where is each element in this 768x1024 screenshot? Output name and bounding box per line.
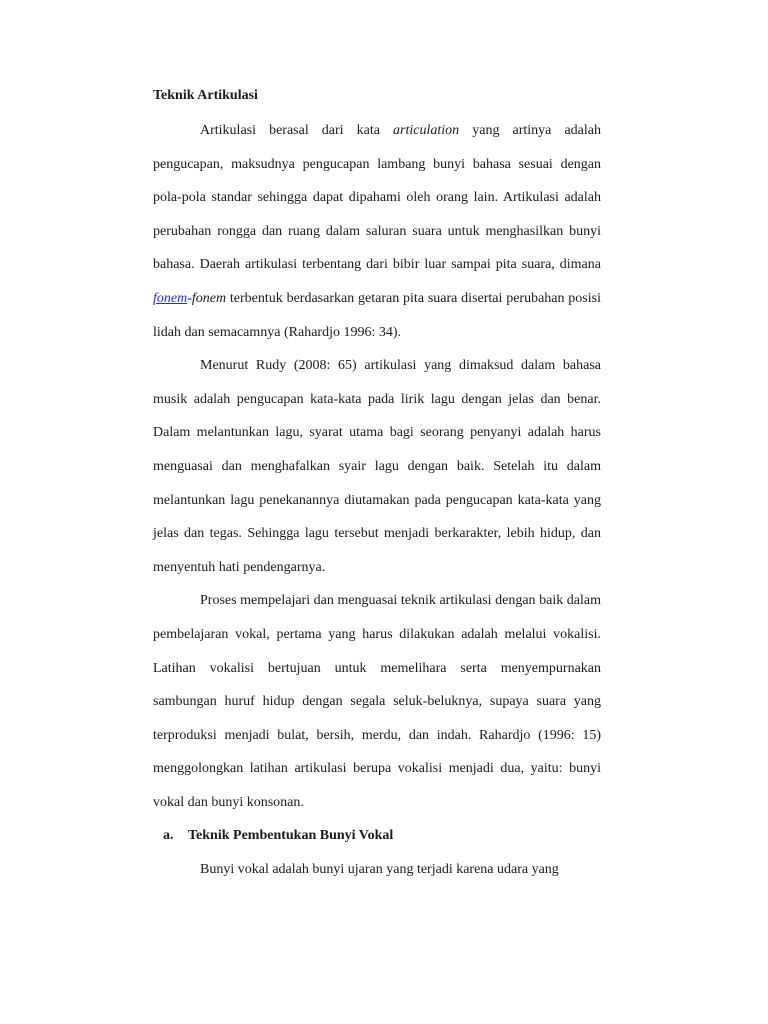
paragraph-bunyi-vokal: Bunyi vokal adalah bunyi ujaran yang terjadi karena udara yang xyxy=(200,862,559,878)
paragraph-artikulasi xyxy=(153,114,601,349)
document-body xyxy=(153,114,601,887)
paragraph-proses: Proses mempelajari dan menguasai teknik artikulasi dengan baik dalam pembelajaran vokal, pertama yang harus dilakukan adalah melalui vokalisi. Latihan vokalisi bertujuan untuk memelihara serta menyempurnakan sambungan huruf hidup dengan segala seluk-beluknya, supaya suara yang terproduksi menjadi bulat, bersih, merdu, dan indah. Rahardjo (1996: 15) menggolongkan latihan artikulasi berupa vokalisi menjadi dua, yaitu: bunyi vokal dan bunyi konsonan. xyxy=(153,593,601,810)
subheading-letter: a. xyxy=(163,828,174,844)
paragraph-text: Artikulasi berasal dari kata xyxy=(200,123,394,138)
paragraph-text: terbentuk berdasarkan getaran pita suara disertai perubahan posisi lidah dan semacamnya (Rahardjo 1996: 34). xyxy=(153,290,601,340)
section-heading: Teknik Artikulasi xyxy=(153,88,258,103)
fonem-link[interactable]: fonem xyxy=(153,290,188,306)
subheading-title: Teknik Pembentukan Bunyi Vokal xyxy=(188,828,394,844)
paragraph-text: yang artinya adalah pengucapan, maksudnya pengucapan lambang bunyi bahasa sesuai dengan pola-pola standar sehingga dapat dipahami oleh orang lain. Artikulasi adalah perubahan rongga dan ruang dalam saluran suara untuk menghasilkan bunyi bahasa. Daerah artikulasi terbentang dari bibir luar sampai pita suara, dimana xyxy=(153,123,601,273)
hyphen: - xyxy=(187,290,192,306)
subheading-bunyi-vokal xyxy=(153,819,601,853)
italic-term-articulation: articulation xyxy=(393,123,460,138)
paragraph-rudy: Menurut Rudy (2008: 65) artikulasi yang dimaksud dalam bahasa musik adalah pengucapan kata-kata pada lirik lagu dengan jelas dan benar. Dalam melantunkan lagu, syarat utama bagi seorang penyanyi adalah harus menguasai dan menghafalkan syair lagu dengan baik. Setelah itu dalam melantunkan lagu penekanannya diutamakan pada pengucapan kata-kata yang jelas dan tegas. Sehingga lagu tersebut menjadi berkarakter, lebih hidup, dan menyentuh hati pendengarnya. xyxy=(153,358,601,575)
italic-term-fonem: fonem xyxy=(191,290,227,306)
